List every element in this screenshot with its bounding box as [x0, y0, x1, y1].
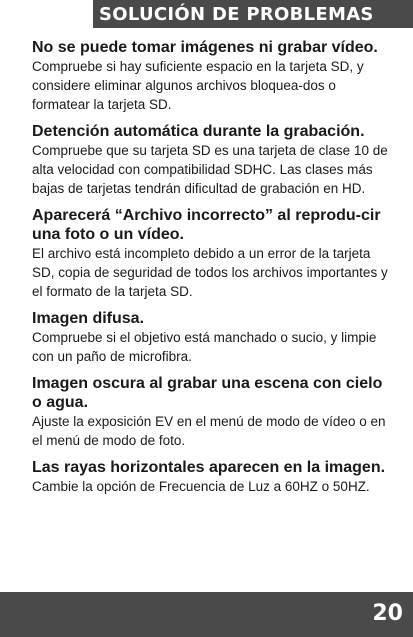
- entry-body: Compruebe que su tarjeta SD es una tarjeta de clase 10 de alta velocidad con compatibilidad SDHC. Las clases más bajas de tarjetas tendrán dificultad de grabación en HD.: [32, 143, 388, 196]
- troubleshooting-entry: [32, 374, 392, 450]
- entry-body: Compruebe si el objetivo está manchado o sucio, y limpie con un paño de microfibra.: [32, 330, 377, 364]
- footer-bar: [0, 592, 413, 637]
- entry-body: Compruebe si hay suficiente espacio en la tarjeta SD, y considere eliminar algunos archivos bloquea-dos o formatear la tarjeta SD.: [32, 59, 364, 112]
- entry-heading: Aparecerá “Archivo incorrecto” al reprodu-cir una foto o un vídeo.: [32, 207, 381, 243]
- troubleshooting-list: [32, 38, 392, 504]
- troubleshooting-entry: [32, 122, 392, 198]
- entry-heading: Imagen difusa.: [32, 310, 145, 327]
- section-title-bar: [93, 0, 413, 28]
- entry-body: El archivo está incompleto debido a un error de la tarjeta SD, copia de seguridad de todos los archivos importantes y el formato de la tarjeta SD.: [32, 246, 388, 299]
- troubleshooting-entry: [32, 38, 392, 114]
- troubleshooting-entry: [32, 458, 392, 496]
- troubleshooting-entry: [32, 309, 392, 366]
- page-number: 20: [372, 601, 403, 626]
- section-title: SOLUCIÓN DE PROBLEMAS: [99, 4, 374, 25]
- entry-heading: Detención automática durante la grabación.: [32, 123, 365, 140]
- entry-body: Ajuste la exposición EV en el menú de modo de vídeo o en el menú de modo de foto.: [32, 414, 386, 448]
- troubleshooting-entry: [32, 206, 392, 301]
- entry-heading: No se puede tomar imágenes ni grabar vídeo.: [32, 39, 378, 56]
- entry-heading: Imagen oscura al grabar una escena con cielo o agua.: [32, 375, 383, 411]
- entry-heading: Las rayas horizontales aparecen en la imagen.: [32, 459, 386, 476]
- entry-body: Cambie la opción de Frecuencia de Luz a 60HZ o 50HZ.: [32, 479, 370, 494]
